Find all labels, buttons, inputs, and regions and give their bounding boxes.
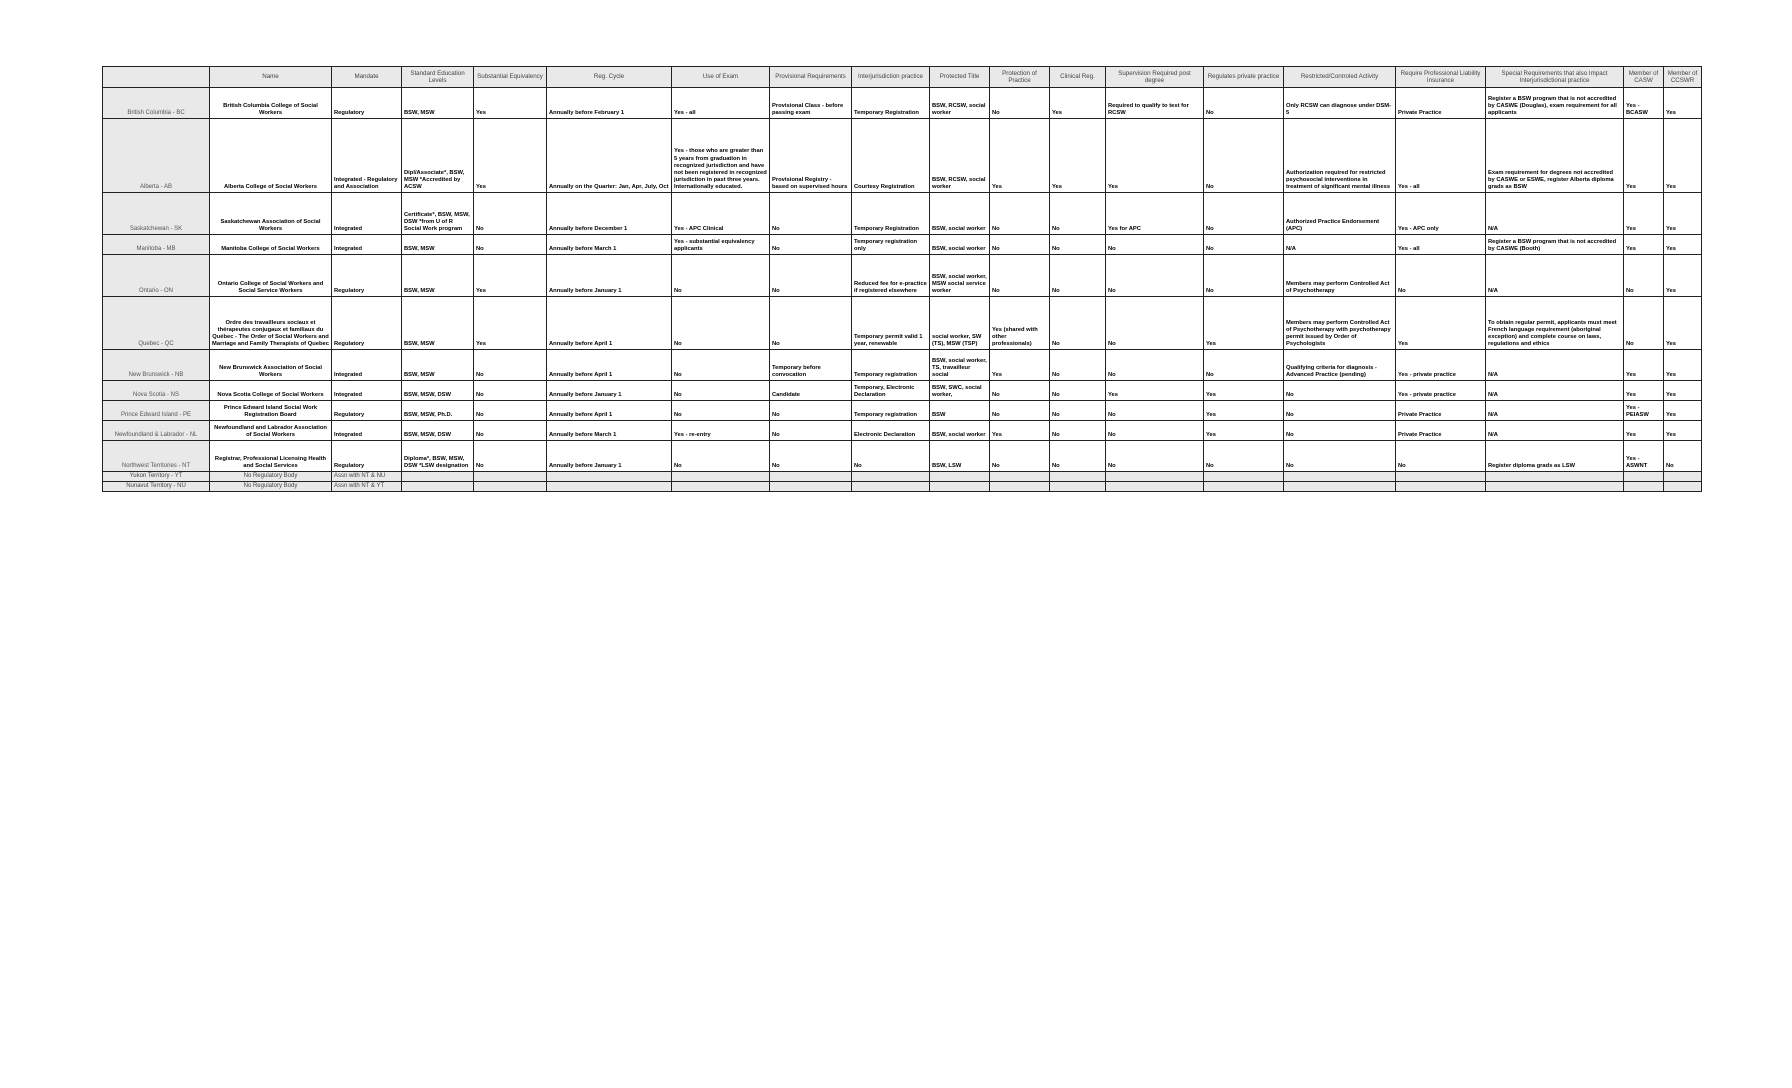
- table-cell: Required to qualify to test for RCSW: [1106, 88, 1204, 119]
- table-cell: Register a BSW program that is not accredited by CASWE (Douglas), exam requirement for all applicants: [1486, 88, 1624, 119]
- table-cell: Assn with NT & YT: [332, 482, 402, 492]
- table-cell: BSW, RCSW, social worker: [930, 88, 990, 119]
- table-row: [103, 235, 1702, 255]
- table-cell: No: [1050, 193, 1106, 235]
- table-row: [103, 482, 1702, 492]
- table-cell: Alberta College of Social Workers: [210, 119, 332, 193]
- table-cell: Yes: [474, 119, 547, 193]
- table-cell: Nova Scotia College of Social Workers: [210, 381, 332, 401]
- table-cell: Yes - private practice: [1396, 381, 1486, 401]
- table-cell: No: [990, 381, 1050, 401]
- empty-cell: [1664, 472, 1702, 482]
- province-cell: Prince Edward Island - PE: [103, 401, 210, 421]
- table-cell: No: [672, 350, 770, 381]
- table-cell: No: [852, 441, 930, 472]
- empty-cell: [1486, 482, 1624, 492]
- table-cell: No: [1106, 255, 1204, 297]
- empty-cell: [547, 482, 672, 492]
- table-cell: No: [1624, 297, 1664, 350]
- table-cell: Saskatchewan Association of Social Workers: [210, 193, 332, 235]
- table-cell: No: [1106, 297, 1204, 350]
- table-cell: Diploma*, BSW, MSW, DSW *LSW designation: [402, 441, 474, 472]
- empty-cell: [1664, 482, 1702, 492]
- table-cell: Yes: [1664, 297, 1702, 350]
- table-cell: No: [1106, 401, 1204, 421]
- table-cell: Yes: [1624, 421, 1664, 441]
- table-cell: Yes: [1664, 381, 1702, 401]
- table-cell: Annually before January 1: [547, 441, 672, 472]
- table-cell: No: [1204, 193, 1284, 235]
- empty-cell: [1106, 482, 1204, 492]
- table-cell: Integrated: [332, 381, 402, 401]
- table-cell: Yes: [1624, 381, 1664, 401]
- province-cell: Nunavut Territory - NU: [103, 482, 210, 492]
- table-row: [103, 297, 1702, 350]
- header-cell: Interjurisdiction practice: [852, 67, 930, 88]
- province-cell: Nova Scotia - NS: [103, 381, 210, 401]
- table-cell: Yes: [1664, 401, 1702, 421]
- table-cell: No Regulatory Body: [210, 482, 332, 492]
- table-cell: BSW, MSW, DSW: [402, 381, 474, 401]
- table-cell: Integrated: [332, 421, 402, 441]
- table-cell: No: [1284, 401, 1396, 421]
- empty-cell: [402, 472, 474, 482]
- table-cell: BSW, social worker: [930, 421, 990, 441]
- header-cell: Require Professional Liability Insurance: [1396, 67, 1486, 88]
- table-row: [103, 350, 1702, 381]
- table-cell: Temporary before convocation: [770, 350, 852, 381]
- empty-cell: [1284, 482, 1396, 492]
- table-cell: Regulatory: [332, 297, 402, 350]
- table-cell: Regulatory: [332, 441, 402, 472]
- header-cell: Use of Exam: [672, 67, 770, 88]
- table-cell: Yes - ASWNT: [1624, 441, 1664, 472]
- table-cell: Yes - PEIASW: [1624, 401, 1664, 421]
- table-cell: Temporary Registration: [852, 193, 930, 235]
- table-cell: Yes: [1664, 88, 1702, 119]
- table-cell: Yes: [1106, 119, 1204, 193]
- table-cell: Yes: [1396, 297, 1486, 350]
- table-cell: No: [770, 235, 852, 255]
- table-cell: BSW, LSW: [930, 441, 990, 472]
- table-cell: Integrated: [332, 350, 402, 381]
- table-row: [103, 401, 1702, 421]
- table-cell: Certificate*, BSW, MSW, DSW *from U of R Social Work program: [402, 193, 474, 235]
- table-cell: Regulatory: [332, 255, 402, 297]
- table-cell: Manitoba College of Social Workers: [210, 235, 332, 255]
- table-cell: Private Practice: [1396, 88, 1486, 119]
- table-cell: Temporary registration: [852, 401, 930, 421]
- table-cell: Annually before March 1: [547, 421, 672, 441]
- table-cell: Yes: [990, 350, 1050, 381]
- table-cell: Ontario College of Social Workers and Social Service Workers: [210, 255, 332, 297]
- table-cell: Temporary registration only: [852, 235, 930, 255]
- table-cell: No: [1204, 88, 1284, 119]
- table-row: [103, 88, 1702, 119]
- table-cell: Annually before April 1: [547, 401, 672, 421]
- table-cell: No: [990, 235, 1050, 255]
- table-cell: Integrated: [332, 193, 402, 235]
- table-cell: Yes: [474, 297, 547, 350]
- table-cell: BSW, MSW, DSW: [402, 421, 474, 441]
- empty-cell: [1624, 482, 1664, 492]
- table-cell: Annually before February 1: [547, 88, 672, 119]
- table-cell: Integrated - Regulatory and Association: [332, 119, 402, 193]
- table-cell: Members may perform Controlled Act of Psychotherapy with psychotherapy permit issued by Order of Psychologists: [1284, 297, 1396, 350]
- table-cell: BSW, MSW, Ph.D.: [402, 401, 474, 421]
- header-cell: Regulates private practice: [1204, 67, 1284, 88]
- table-cell: No: [1204, 350, 1284, 381]
- header-cell: Member of CASW: [1624, 67, 1664, 88]
- table-cell: Yes: [1204, 421, 1284, 441]
- table-cell: BSW, social worker: [930, 193, 990, 235]
- header-cell: Member of CCSWR: [1664, 67, 1702, 88]
- empty-cell: [1486, 472, 1624, 482]
- table-cell: Yes: [1664, 350, 1702, 381]
- table-cell: Integrated: [332, 235, 402, 255]
- table-cell: BSW, MSW: [402, 235, 474, 255]
- table-cell: No: [1284, 441, 1396, 472]
- table-cell: Courtesy Registration: [852, 119, 930, 193]
- header-cell: Mandate: [332, 67, 402, 88]
- table-cell: Private Practice: [1396, 401, 1486, 421]
- table-row: [103, 193, 1702, 235]
- table-cell: No: [1204, 119, 1284, 193]
- table-cell: Provisional Class - before passing exam: [770, 88, 852, 119]
- table-cell: No: [474, 235, 547, 255]
- table-cell: Annually on the Quarter: Jan, Apr, July, Oct: [547, 119, 672, 193]
- table-cell: Yes: [990, 119, 1050, 193]
- table-cell: No: [1396, 441, 1486, 472]
- table-cell: No: [990, 255, 1050, 297]
- table-cell: Annually before March 1: [547, 235, 672, 255]
- table-cell: Yes - substantial equivalency applicants: [672, 235, 770, 255]
- table-cell: N/A: [1284, 235, 1396, 255]
- empty-cell: [1050, 482, 1106, 492]
- empty-cell: [930, 482, 990, 492]
- table-cell: No: [474, 381, 547, 401]
- table-cell: Yes: [1624, 119, 1664, 193]
- header-cell: Standard Education Levels: [402, 67, 474, 88]
- table-cell: social worker, SW (TS), MSW (TSP): [930, 297, 990, 350]
- table-cell: Members may perform Controlled Act of Psychotherapy: [1284, 255, 1396, 297]
- table-cell: BSW, MSW: [402, 350, 474, 381]
- table-cell: BSW, social worker, TS, travailleur social: [930, 350, 990, 381]
- province-cell: Quebec - QC: [103, 297, 210, 350]
- table-cell: No: [474, 441, 547, 472]
- table-cell: No: [1050, 255, 1106, 297]
- empty-cell: [770, 482, 852, 492]
- empty-cell: [1284, 472, 1396, 482]
- table-cell: Temporary permit valid 1 year, renewable: [852, 297, 930, 350]
- table-cell: No Regulatory Body: [210, 472, 332, 482]
- table-cell: No: [672, 381, 770, 401]
- table-cell: N/A: [1486, 381, 1624, 401]
- table-cell: No: [1204, 235, 1284, 255]
- table-cell: Yes: [1664, 235, 1702, 255]
- table-row: [103, 119, 1702, 193]
- table-cell: Yes for APC: [1106, 193, 1204, 235]
- province-cell: Manitoba - MB: [103, 235, 210, 255]
- table-cell: No: [1106, 421, 1204, 441]
- table-cell: No: [1204, 255, 1284, 297]
- table-cell: Yes - those who are greater than 5 years from graduation in recognized jurisdiction and have not been registered in recognized jurisdiction in past three years. Internationally educated.: [672, 119, 770, 193]
- table-cell: No: [1106, 235, 1204, 255]
- table-cell: Yes: [1624, 193, 1664, 235]
- table-cell: BSW, MSW: [402, 255, 474, 297]
- table-cell: BSW, social worker, MSW social service worker: [930, 255, 990, 297]
- table-cell: No: [990, 193, 1050, 235]
- province-cell: Yukon Territory - YT: [103, 472, 210, 482]
- table-cell: No: [770, 297, 852, 350]
- empty-cell: [672, 472, 770, 482]
- table-cell: N/A: [1486, 350, 1624, 381]
- table-cell: No: [1664, 441, 1702, 472]
- table-cell: No: [1624, 255, 1664, 297]
- header-cell: Protection of Practice: [990, 67, 1050, 88]
- regulatory-comparison-table: [102, 66, 1702, 492]
- table-cell: Annually before December 1: [547, 193, 672, 235]
- table-cell: To obtain regular permit, applicants must meet French language requirement (aboriginal exception) and complete course on laws, regulations and ethics: [1486, 297, 1624, 350]
- table-cell: N/A: [1486, 193, 1624, 235]
- table-cell: No: [1050, 235, 1106, 255]
- table-cell: Yes: [1624, 350, 1664, 381]
- province-cell: British Columbia - BC: [103, 88, 210, 119]
- table-cell: Prince Edward Island Social Work Registration Board: [210, 401, 332, 421]
- header-cell: Clinical Reg.: [1050, 67, 1106, 88]
- table-cell: Temporary registration: [852, 350, 930, 381]
- table-cell: Dipl/Associate*, BSW, MSW *Accredited by ACSW: [402, 119, 474, 193]
- table-cell: Yes: [1050, 119, 1106, 193]
- table-cell: No: [1284, 421, 1396, 441]
- header-cell: Name: [210, 67, 332, 88]
- table-cell: Exam requirement for degrees not accredited by CASWE or ESWE, register Alberta diploma grads as BSW: [1486, 119, 1624, 193]
- table-cell: Register a BSW program that is not accredited by CASWE (Booth): [1486, 235, 1624, 255]
- table-cell: No: [990, 88, 1050, 119]
- header-cell: Special Requirements that also Impact Interjurisdictional practice: [1486, 67, 1624, 88]
- table-row: [103, 421, 1702, 441]
- table-cell: Yes: [474, 88, 547, 119]
- table-cell: Yes: [1050, 88, 1106, 119]
- empty-cell: [930, 472, 990, 482]
- table-cell: Yes: [1204, 297, 1284, 350]
- table-cell: No: [770, 193, 852, 235]
- table-cell: Private Practice: [1396, 421, 1486, 441]
- table-cell: No: [672, 401, 770, 421]
- table-cell: Assn with NT & NU: [332, 472, 402, 482]
- table-cell: BSW, MSW: [402, 297, 474, 350]
- table-cell: No: [672, 255, 770, 297]
- table-cell: BSW, MSW: [402, 88, 474, 119]
- table-cell: Provisional Registry - based on supervised hours: [770, 119, 852, 193]
- table-cell: No: [770, 421, 852, 441]
- table-cell: Yes: [1664, 421, 1702, 441]
- empty-cell: [1106, 472, 1204, 482]
- table-cell: Registrar, Professional Licensing Health and Social Services: [210, 441, 332, 472]
- province-cell: Ontario - ON: [103, 255, 210, 297]
- empty-cell: [547, 472, 672, 482]
- empty-cell: [474, 472, 547, 482]
- header-cell: Substantial Equivalency: [474, 67, 547, 88]
- province-cell: Newfoundland & Labrador - NL: [103, 421, 210, 441]
- header-cell: Reg. Cycle: [547, 67, 672, 88]
- empty-cell: [852, 482, 930, 492]
- table-cell: No: [770, 401, 852, 421]
- table-cell: Annually before January 1: [547, 255, 672, 297]
- table-cell: No: [474, 421, 547, 441]
- table-cell: No: [1050, 441, 1106, 472]
- table-cell: No: [1284, 381, 1396, 401]
- table-cell: No: [1106, 441, 1204, 472]
- table-cell: No: [1050, 350, 1106, 381]
- table-cell: Register diploma grads as LSW: [1486, 441, 1624, 472]
- table-cell: Annually before April 1: [547, 297, 672, 350]
- table-body: [103, 88, 1702, 492]
- empty-cell: [770, 472, 852, 482]
- header-cell: Restricted/Controled Activity: [1284, 67, 1396, 88]
- table-cell: Yes: [1664, 193, 1702, 235]
- table-cell: Yes - APC Clinical: [672, 193, 770, 235]
- table-cell: N/A: [1486, 421, 1624, 441]
- table-cell: No: [1106, 350, 1204, 381]
- table-cell: Authorized Practice Endorsement (APC): [1284, 193, 1396, 235]
- table-cell: No: [672, 441, 770, 472]
- table-cell: N/A: [1486, 255, 1624, 297]
- header-cell: Protected Title: [930, 67, 990, 88]
- table-cell: Annually before January 1: [547, 381, 672, 401]
- table-cell: No: [770, 441, 852, 472]
- table-cell: Yes: [1664, 255, 1702, 297]
- table-cell: Yes: [474, 255, 547, 297]
- table-cell: Yes (shared with other professionals): [990, 297, 1050, 350]
- province-cell: Northwest Territories - NT: [103, 441, 210, 472]
- spreadsheet: [102, 66, 1699, 492]
- table-cell: No: [1396, 255, 1486, 297]
- table-cell: No: [474, 193, 547, 235]
- table-cell: Candidate: [770, 381, 852, 401]
- table-cell: No: [1204, 441, 1284, 472]
- header-cell: Provisional Requirements: [770, 67, 852, 88]
- table-cell: No: [990, 401, 1050, 421]
- table-cell: Ordre des travailleurs sociaux et thérapeutes conjugaux et familiaux du Québec - The Order of Social Workers and Marriage and Family Therapists of Quebec: [210, 297, 332, 350]
- province-cell: Saskatchewan - SK: [103, 193, 210, 235]
- table-cell: BSW, RCSW, social worker: [930, 119, 990, 193]
- table-cell: Qualifying criteria for diagnosis - Advanced Practice (pending): [1284, 350, 1396, 381]
- table-cell: Newfoundland and Labrador Association of Social Workers: [210, 421, 332, 441]
- table-cell: Yes: [1624, 235, 1664, 255]
- empty-cell: [990, 472, 1050, 482]
- table-cell: Yes - all: [672, 88, 770, 119]
- province-cell: Alberta - AB: [103, 119, 210, 193]
- table-cell: Only RCSW can diagnose under DSM-5: [1284, 88, 1396, 119]
- table-cell: BSW, SWC, social worker,: [930, 381, 990, 401]
- table-cell: Yes: [1204, 401, 1284, 421]
- table-cell: N/A: [1486, 401, 1624, 421]
- table-cell: Yes - all: [1396, 235, 1486, 255]
- empty-cell: [990, 482, 1050, 492]
- table-row: [103, 381, 1702, 401]
- empty-cell: [1204, 482, 1284, 492]
- table-cell: BSW: [930, 401, 990, 421]
- table-cell: Yes - re-entry: [672, 421, 770, 441]
- empty-cell: [1204, 472, 1284, 482]
- table-cell: No: [1050, 297, 1106, 350]
- table-cell: No: [1050, 401, 1106, 421]
- empty-cell: [1624, 472, 1664, 482]
- empty-cell: [1396, 482, 1486, 492]
- table-cell: No: [770, 255, 852, 297]
- table-cell: Electronic Declaration: [852, 421, 930, 441]
- table-cell: Authorization required for restricted psychosocial interventions in treatment of significant mental illness: [1284, 119, 1396, 193]
- table-cell: Yes: [1106, 381, 1204, 401]
- table-cell: Regulatory: [332, 88, 402, 119]
- table-row: [103, 255, 1702, 297]
- empty-cell: [402, 482, 474, 492]
- table-cell: New Brunswick Association of Social Workers: [210, 350, 332, 381]
- table-cell: Yes - APC only: [1396, 193, 1486, 235]
- table-cell: Reduced fee for e-practice if registered elsewhere: [852, 255, 930, 297]
- header-cell: [103, 67, 210, 88]
- table-cell: No: [1050, 421, 1106, 441]
- table-cell: Yes - BCASW: [1624, 88, 1664, 119]
- header-row: [103, 67, 1702, 88]
- table-cell: No: [1050, 381, 1106, 401]
- table-row: [103, 472, 1702, 482]
- table-cell: Yes: [1664, 119, 1702, 193]
- table-cell: Yes: [1204, 381, 1284, 401]
- empty-cell: [474, 482, 547, 492]
- province-cell: New Brunswick - NB: [103, 350, 210, 381]
- table-row: [103, 441, 1702, 472]
- table-cell: BSW, social worker: [930, 235, 990, 255]
- header-cell: Supervision Required post degree: [1106, 67, 1204, 88]
- table-cell: No: [990, 441, 1050, 472]
- empty-cell: [1050, 472, 1106, 482]
- empty-cell: [852, 472, 930, 482]
- table-cell: No: [474, 401, 547, 421]
- table-cell: No: [672, 297, 770, 350]
- empty-cell: [1396, 472, 1486, 482]
- table-cell: British Columbia College of Social Workers: [210, 88, 332, 119]
- table-cell: Yes - private practice: [1396, 350, 1486, 381]
- empty-cell: [672, 482, 770, 492]
- table-cell: Regulatory: [332, 401, 402, 421]
- table-cell: Temporary, Electronic Declaration: [852, 381, 930, 401]
- table-cell: Temporary Registration: [852, 88, 930, 119]
- table-cell: Annually before April 1: [547, 350, 672, 381]
- table-cell: No: [474, 350, 547, 381]
- table-cell: Yes - all: [1396, 119, 1486, 193]
- table-cell: Yes: [990, 421, 1050, 441]
